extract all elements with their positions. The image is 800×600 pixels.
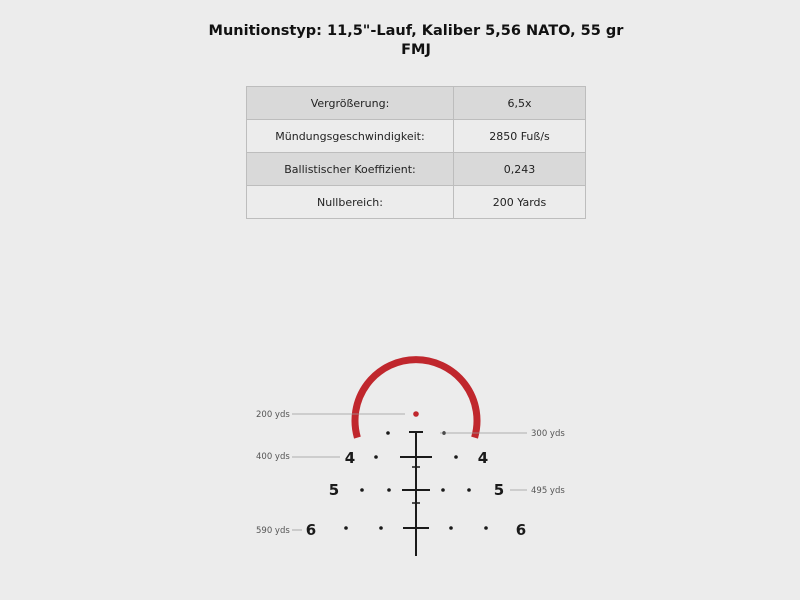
- wind-dot: [386, 431, 390, 435]
- page-title: Munitionstyp: 11,5"-Lauf, Kaliber 5,56 NATO, 55 gr FMJ: [208, 23, 624, 58]
- distance-label-495: 495 yds: [531, 486, 565, 496]
- stage-number-4-left: 4: [344, 449, 356, 467]
- wind-dot: [344, 526, 348, 530]
- distance-label-200: 200 yds: [256, 410, 290, 420]
- wind-dot: [441, 488, 445, 492]
- stage-number-6-left: 6: [305, 521, 317, 539]
- spec-value-magnification: 6,5x: [454, 87, 586, 120]
- spec-label-magnification: Vergrößerung:: [247, 87, 454, 120]
- wind-dot: [467, 488, 471, 492]
- wind-dot: [387, 488, 391, 492]
- center-dot: [413, 411, 419, 417]
- stage-number-5-right: 5: [493, 481, 505, 499]
- stage-number-6-right: 6: [515, 521, 527, 539]
- stage-number-4-right: 4: [477, 449, 489, 467]
- wind-dot: [360, 488, 364, 492]
- distance-label-300: 300 yds: [531, 429, 565, 439]
- distance-label-590: 590 yds: [256, 526, 290, 536]
- spec-value-muzzle-velocity: 2850 Fuß/s: [454, 120, 586, 153]
- stage-number-5-left: 5: [328, 481, 340, 499]
- wind-dot: [379, 526, 383, 530]
- wind-dot: [454, 455, 458, 459]
- wind-dot: [374, 455, 378, 459]
- spec-value-zero-range: 200 Yards: [454, 186, 586, 219]
- reticle-ring: [355, 360, 477, 438]
- spec-label-ballistic-coefficient: Ballistischer Koeffizient:: [247, 153, 454, 186]
- distance-label-400: 400 yds: [256, 452, 290, 462]
- spec-label-muzzle-velocity: Mündungsgeschwindigkeit:: [247, 120, 454, 153]
- spec-label-zero-range: Nullbereich:: [247, 186, 454, 219]
- wind-dot: [449, 526, 453, 530]
- wind-dot: [484, 526, 488, 530]
- spec-value-ballistic-coefficient: 0,243: [454, 153, 586, 186]
